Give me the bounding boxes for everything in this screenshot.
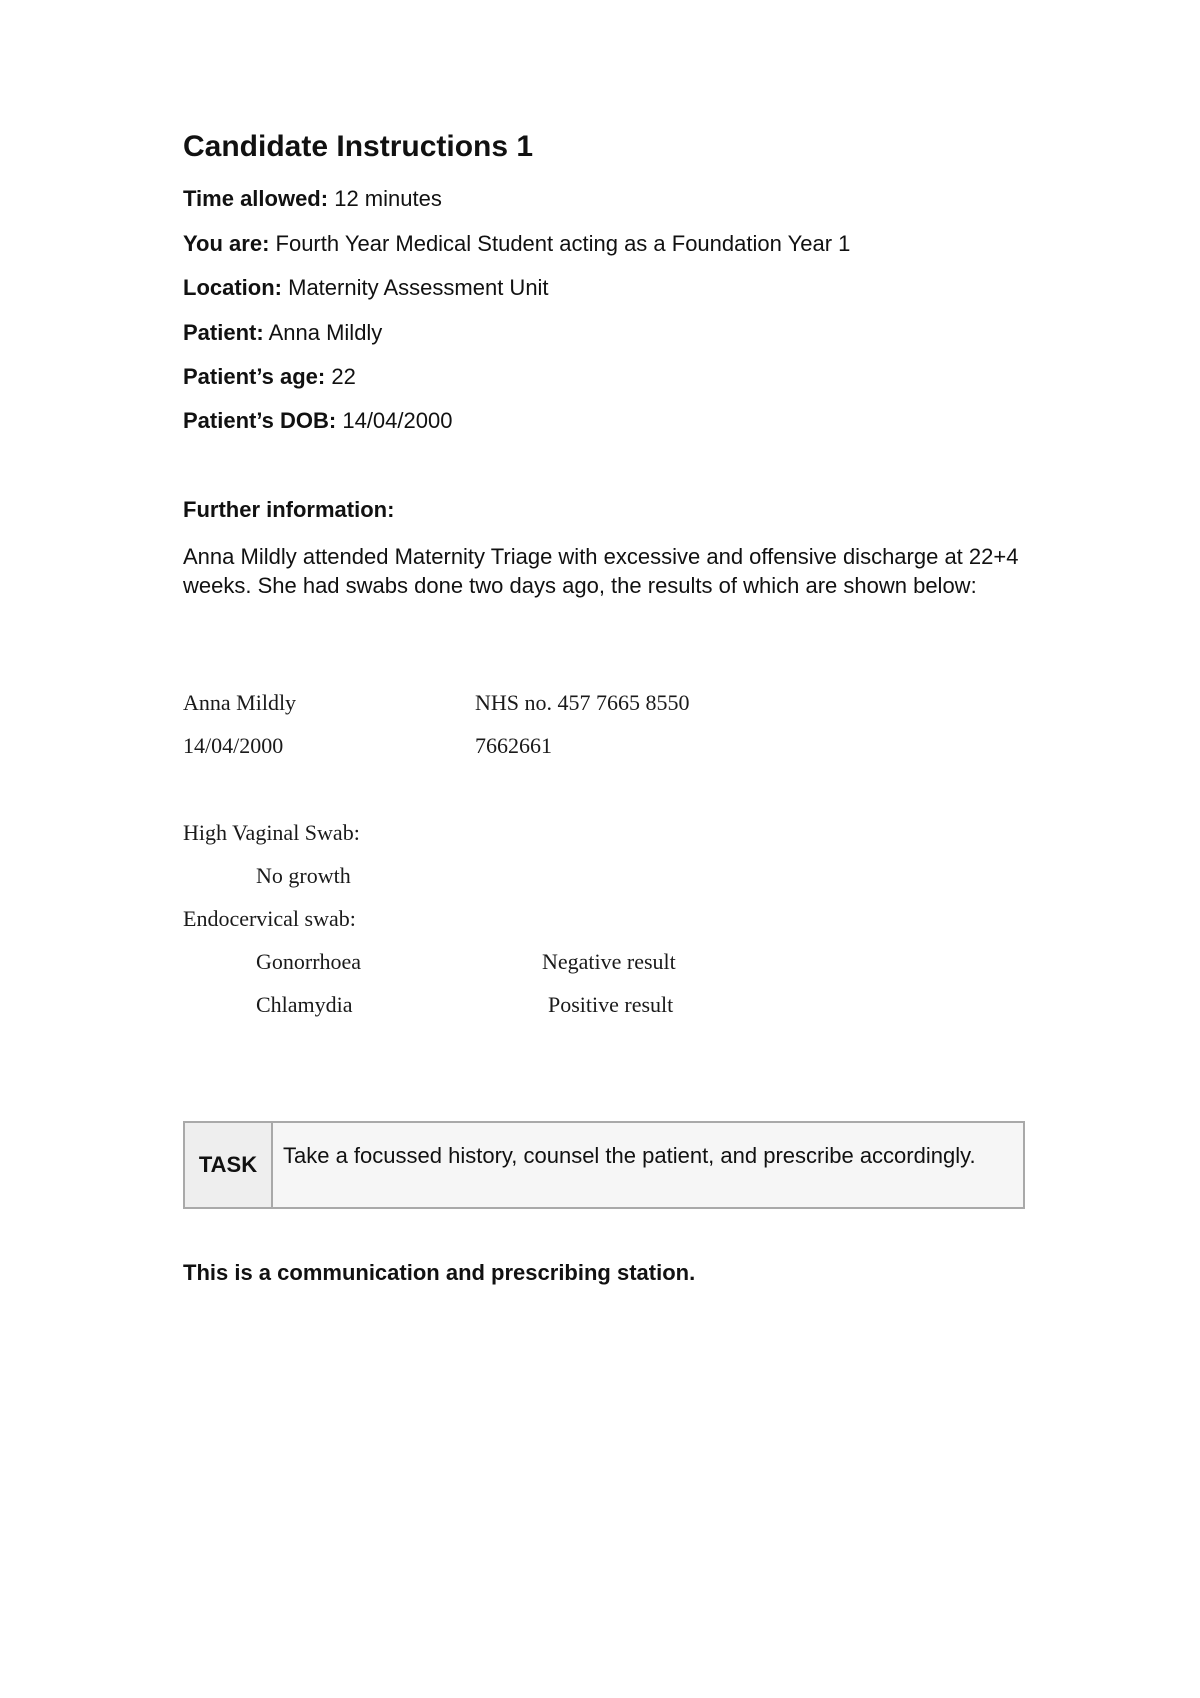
field-value: Anna Mildly <box>268 320 383 345</box>
task-box <box>183 1121 1025 1209</box>
field-label: Time allowed: <box>183 186 329 211</box>
further-information-heading: Further information: <box>183 497 395 522</box>
field-patient-age <box>183 364 356 390</box>
field-you-are <box>183 231 850 257</box>
station-note: This is a communication and prescribing station. <box>183 1260 696 1285</box>
test-result-chlamydia: Positive result <box>548 992 674 1017</box>
field-time-allowed <box>183 186 442 212</box>
slip-reference: 7662661 <box>475 733 552 758</box>
field-value: Fourth Year Medical Student acting as a Foundation Year 1 <box>275 231 851 256</box>
test-name-gonorrhoea: Gonorrhoea <box>256 949 362 974</box>
slip-patient-name: Anna Mildly <box>183 690 297 715</box>
task-text: Take a focussed history, counsel the patient, and prescribe accordingly. <box>283 1143 976 1168</box>
further-information-text: Anna Mildly attended Maternity Triage with excessive and offensive discharge at 22+4 weeks. She had swabs done two days ago, the results of which are shown below: <box>183 544 1019 598</box>
task-label: TASK <box>185 1123 273 1207</box>
test-name-chlamydia: Chlamydia <box>256 992 353 1017</box>
field-location <box>183 275 549 301</box>
hvs-label: High Vaginal Swab: <box>183 820 360 845</box>
field-value: Maternity Assessment Unit <box>288 275 549 300</box>
field-label: Patient’s DOB: <box>183 408 337 433</box>
endocervical-label: Endocervical swab: <box>183 906 356 931</box>
slip-dob: 14/04/2000 <box>183 733 284 758</box>
field-label: Location: <box>183 275 282 300</box>
field-label: You are: <box>183 231 270 256</box>
field-value: 14/04/2000 <box>342 408 453 433</box>
field-patient-dob <box>183 408 452 434</box>
field-label: Patient: <box>183 320 264 345</box>
slip-nhs-number: NHS no. 457 7665 8550 <box>475 690 690 715</box>
hvs-result: No growth <box>256 863 351 888</box>
field-value: 12 minutes <box>334 186 442 211</box>
field-value: 22 <box>331 364 356 389</box>
field-label: Patient’s age: <box>183 364 326 389</box>
page-title: Candidate Instructions 1 <box>183 130 534 163</box>
field-patient <box>183 320 382 346</box>
test-result-gonorrhoea: Negative result <box>542 949 676 974</box>
